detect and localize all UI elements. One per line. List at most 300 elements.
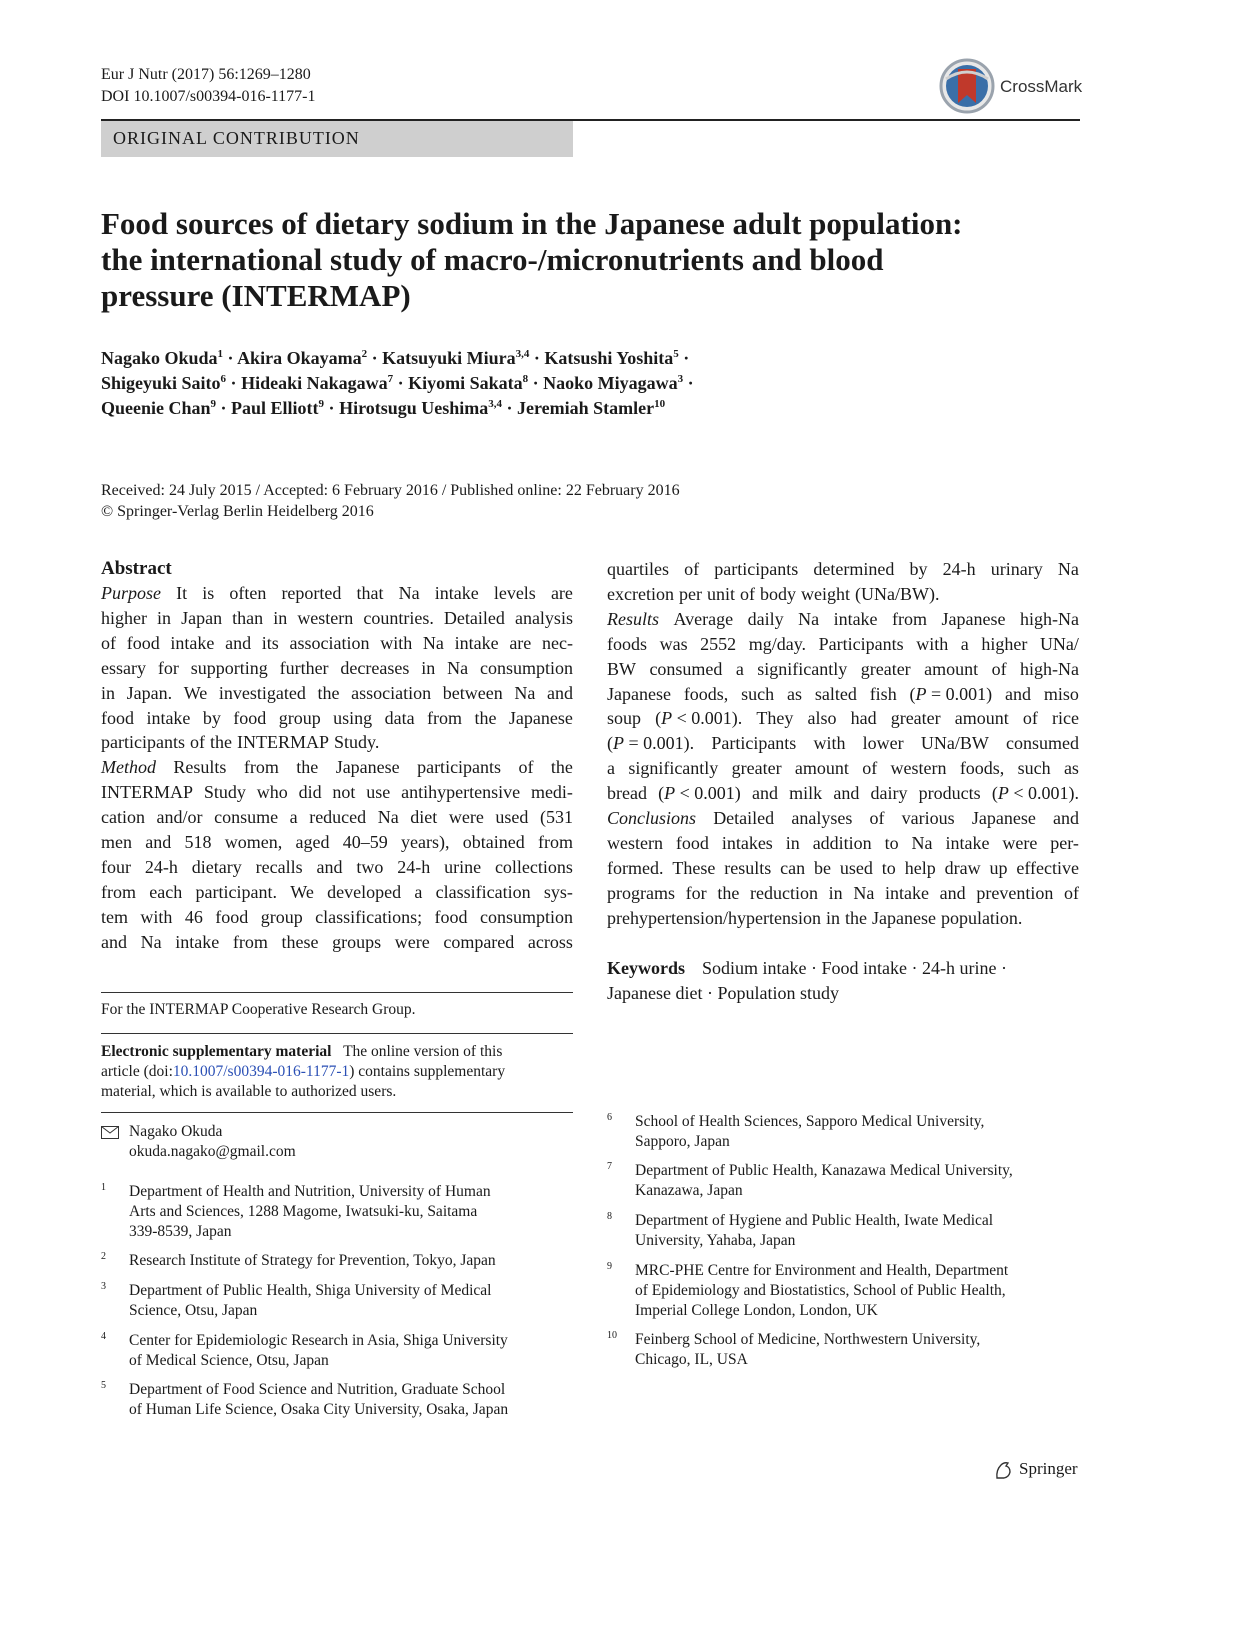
keywords-block — [607, 956, 1079, 1006]
abstract-word: participants — [714, 559, 799, 579]
abstract-word: greater — [890, 708, 941, 729]
abstract-word: in — [101, 682, 116, 703]
abstract-word: decreases — [340, 657, 410, 678]
abstract-word: tem — [101, 906, 128, 927]
abstract-word: its — [261, 632, 279, 653]
abstract-word: a — [414, 881, 423, 902]
abstract-word: 518 — [184, 832, 212, 853]
abstract-left-text — [101, 581, 573, 955]
author-affil-sup: 9 — [210, 398, 217, 410]
abstract-word: were — [448, 807, 484, 828]
abstract-word: higher — [981, 633, 1028, 654]
author-name: Nagako Okuda — [101, 348, 218, 368]
abstract-word: Na — [422, 632, 444, 653]
abstract-word: INTERMAP — [101, 782, 194, 803]
esm-text: article (doi: — [101, 1063, 173, 1080]
abstract-word: Na — [853, 882, 875, 903]
abstract-word: in — [157, 607, 172, 628]
springer-horse-icon — [993, 1459, 1015, 1481]
abstract-word: food — [233, 707, 267, 728]
abstract-word: quartiles — [607, 559, 669, 579]
abstract-word: used — [495, 807, 529, 828]
abstract-line — [607, 632, 1079, 657]
author-line: Nagako Okuda$^1$ · Akira Okayama$^2$ · Katsuyuki Miura$^{3,4}$ · Katsushi Yoshita$^5$ · — [101, 348, 690, 368]
author-affil-sup: 3 — [677, 373, 684, 385]
abstract-word: (531 — [539, 807, 573, 828]
affiliation-number: 2 — [101, 1251, 106, 1262]
abstract-word: salted — [814, 683, 857, 704]
abstract-line — [607, 582, 1079, 607]
abstract-word: 2552 — [700, 633, 737, 654]
abstract-word: significantly — [628, 758, 719, 779]
abstract-word: Japanese — [871, 907, 936, 928]
abstract-word: urinary — [990, 559, 1043, 579]
abstract-word: UNa/ — [1039, 633, 1079, 654]
author-name: Queenie Chan — [101, 398, 211, 418]
abstract-word: help — [904, 857, 936, 878]
abstract-word: consumed — [1005, 733, 1079, 754]
abstract-word: food — [126, 632, 160, 653]
abstract-line — [101, 805, 573, 830]
abstract-word: nec- — [542, 632, 573, 653]
abstract-word: intake — [454, 632, 499, 653]
springer-logo — [993, 1456, 1083, 1482]
abstract-word: each — [149, 881, 183, 902]
abstract-word: group — [260, 906, 303, 927]
abstract-word: in — [825, 907, 840, 928]
author-name: Katsuyuki Miura — [382, 348, 516, 368]
abstract-word: unit — [706, 583, 735, 604]
abstract-word: the — [317, 682, 340, 703]
abstract-word: group — [278, 707, 321, 728]
abstract-word: food — [434, 906, 468, 927]
abstract-word: such — [1017, 758, 1051, 779]
abstract-word: did — [298, 782, 322, 803]
abstract-line — [101, 706, 573, 731]
esm-text: The online version of this — [343, 1043, 503, 1060]
abstract-word: rice — [1052, 708, 1079, 729]
author-list — [101, 346, 1081, 421]
abstract-word: participant. — [195, 881, 277, 902]
abstract-subheading: Method — [101, 757, 156, 778]
abstract-word: countries. — [363, 607, 434, 628]
abstract-word: (P < 0.001). — [655, 708, 743, 729]
abstract-word: obtained — [462, 832, 525, 853]
group-note-text: For the INTERMAP Cooperative Research Group. — [101, 1001, 416, 1018]
abstract-word: fish — [869, 683, 897, 704]
abstract-word: greater — [731, 758, 782, 779]
author-affil-sup: 6 — [220, 373, 227, 385]
abstract-word: analysis — [514, 607, 573, 628]
abstract-subheading: Results — [607, 608, 659, 629]
abstract-word: food — [215, 906, 249, 927]
abstract-line — [101, 830, 573, 855]
affiliation-line: MRC-PHE Centre for Environment and Health, Department — [635, 1262, 1009, 1279]
abstract-word: lower — [862, 733, 904, 754]
abstract-word: a — [289, 807, 298, 828]
abstract-line — [607, 806, 1079, 831]
abstract-word: These — [672, 857, 716, 878]
abstract-word: and — [316, 856, 343, 877]
abstract-word: diet — [410, 807, 438, 828]
abstract-word: intake — [175, 931, 220, 952]
abstract-word: Na — [140, 931, 162, 952]
abstract-word: Na — [798, 608, 820, 629]
abstract-word: weight — [800, 583, 850, 604]
affiliation-number: 7 — [607, 1161, 612, 1172]
abstract-word: and — [751, 783, 778, 804]
abstract-word: of — [101, 632, 116, 653]
author-affil-sup: 1 — [217, 348, 224, 360]
abstract-word: analyses — [791, 808, 853, 829]
abstract-line — [607, 906, 1079, 931]
abstract-word: cation — [101, 807, 145, 828]
abstract-subheading: Purpose — [101, 583, 161, 603]
abstract-word: 24-h — [942, 559, 976, 579]
affiliation-number: 5 — [101, 1380, 106, 1391]
abstract-word: Na — [911, 832, 933, 853]
abstract-word: for — [157, 657, 179, 678]
affiliation-line: University, Yahaba, Japan — [635, 1232, 796, 1249]
abstract-line — [101, 930, 573, 955]
esm-text: material, which is available to authorized users. — [101, 1083, 397, 1100]
copyright-line: © Springer-Verlag Berlin Heidelberg 2016 — [101, 503, 374, 520]
abstract-left-column — [101, 557, 573, 955]
abstract-word: significantly — [757, 658, 848, 679]
abstract-word: such — [741, 683, 775, 704]
abstract-word: formed. — [607, 857, 664, 878]
abstract-word: per- — [1050, 832, 1079, 853]
envelope-icon — [101, 1126, 119, 1139]
author-line: Queenie Chan$^9$ · Paul Elliott$^9$ · Hirotsugu Ueshima$^{3,4}$ · Jeremiah Stamler$^{10}$ — [101, 398, 666, 418]
abstract-word: antihypertensive — [401, 782, 521, 803]
abstract-word: from — [537, 832, 573, 853]
affiliation-line: Department of Food Science and Nutrition, Graduate School — [129, 1381, 506, 1398]
abstract-word: as — [1063, 758, 1079, 779]
author-name: Naoko Miyagawa — [543, 373, 678, 393]
abstract-word: with — [380, 632, 413, 653]
esm-label: Electronic supplementary material — [101, 1043, 332, 1060]
abstract-line — [101, 855, 573, 880]
abstract-word: with — [140, 906, 173, 927]
abstract-word: developed — [327, 881, 402, 902]
keywords-text: Japanese diet · Population study — [607, 982, 839, 1003]
abstract-word: dairy — [870, 783, 908, 804]
abstract-word: further — [279, 657, 329, 678]
abstract-line — [607, 607, 1079, 632]
abstract-word: as — [787, 683, 802, 704]
affiliation-line: Department of Hygiene and Public Health, Iwate Medical — [635, 1212, 994, 1229]
abstract-word: reduction — [750, 882, 818, 903]
abstract-word: from — [101, 881, 136, 902]
abstract-word: than — [232, 607, 264, 628]
abstract-word: per — [678, 583, 702, 604]
author-name: Kiyomi Sakata — [408, 373, 523, 393]
abstract-word: western — [890, 758, 947, 779]
abstract-right-text — [607, 557, 1079, 931]
abstract-word: intake — [170, 632, 215, 653]
abstract-line — [607, 731, 1079, 756]
abstract-word: in — [828, 882, 843, 903]
abstract-line — [101, 606, 573, 631]
affiliation-line: Department of Health and Nutrition, University of Human — [129, 1183, 491, 1200]
abstract-word: for — [685, 882, 707, 903]
abstract-word: Na — [514, 682, 536, 703]
abstract-word: also — [807, 708, 837, 729]
abstract-word: use — [366, 782, 391, 803]
affiliation-number: 9 — [607, 1261, 612, 1272]
abstract-word: these — [281, 931, 319, 952]
abstract-word: of — [518, 757, 534, 778]
abstract-word: classification — [435, 881, 531, 902]
abstract-word: products — [918, 783, 981, 804]
abstract-word: excretion — [607, 583, 674, 604]
abstract-word: body — [759, 583, 796, 604]
abstract-line — [607, 881, 1079, 906]
abstract-word: sys- — [543, 881, 573, 902]
author-name: Jeremiah Stamler — [517, 398, 655, 418]
abstract-word: collections — [494, 856, 573, 877]
abstract-word: the — [474, 707, 497, 728]
abstract-word: data — [384, 707, 415, 728]
citation-text: Eur J Nutr (2017) 56:1269–1280 — [101, 66, 311, 83]
abstract-word: daily — [747, 608, 784, 629]
abstract-word: to — [884, 832, 899, 853]
abstract-word: not — [332, 782, 356, 803]
abstract-word: are — [509, 632, 532, 653]
abstract-word: from — [892, 608, 928, 629]
abstract-word: Study — [203, 782, 246, 803]
abstract-word: population. — [940, 907, 1023, 928]
abstract-word: intake — [945, 832, 990, 853]
crossmark-badge[interactable] — [938, 57, 1083, 115]
abstract-word: association — [289, 632, 370, 653]
affiliation-line: of Epidemiology and Biostatistics, School of Public Health, — [635, 1282, 1006, 1299]
crossmark-label: CrossMark — [1000, 77, 1083, 96]
keywords-text: Sodium intake · Food intake · 24-h urine · — [702, 957, 1007, 978]
abstract-word: of — [1064, 882, 1079, 903]
abstract-word: Participants — [711, 733, 797, 754]
history-dates: Received: 24 July 2015 / Accepted: 6 February 2016 / Published online: 22 February 2016 — [101, 482, 680, 499]
abstract-word: urine — [444, 856, 482, 877]
keywords-line — [607, 956, 1079, 981]
history-block — [101, 480, 680, 522]
abstract-word: the — [550, 757, 573, 778]
abstract-word: and — [939, 882, 966, 903]
abstract-word: bread — [607, 783, 647, 804]
title-line: pressure (INTERMAP) — [101, 278, 411, 313]
abstract-word: consumption — [479, 906, 573, 927]
abstract-word: to — [881, 857, 896, 878]
affiliation-line: Feinberg School of Medicine, Northwestern University, — [635, 1331, 981, 1348]
abstract-word: with — [813, 733, 846, 754]
abstract-word: with — [916, 633, 949, 654]
abstract-line — [101, 780, 573, 805]
affiliation-line: Kanazawa, Japan — [635, 1182, 743, 1199]
abstract-word: years), — [400, 832, 450, 853]
abstract-line — [607, 756, 1079, 781]
abstract-word: Detailed — [713, 808, 775, 829]
abstract-word: high-Na — [1019, 608, 1079, 629]
abstract-word: Study. — [334, 732, 380, 753]
abstract-word: are — [550, 583, 573, 603]
abstract-word: of — [869, 808, 885, 829]
abstract-word: foods — [607, 633, 647, 654]
abstract-word: was — [659, 633, 688, 654]
abstract-word: foods, — [959, 758, 1005, 779]
abstract-line — [607, 781, 1079, 806]
abstract-word: be — [814, 857, 832, 878]
abstract-word: classifications; — [315, 906, 423, 927]
abstract-word: compared — [443, 931, 515, 952]
abstract-word: is — [202, 583, 215, 603]
footnote-rule — [101, 1033, 573, 1034]
abstract-word: results — [724, 857, 772, 878]
affiliation-number: 1 — [101, 1182, 106, 1193]
abstract-word: (P = 0.001). — [607, 733, 695, 754]
abstract-word: up — [989, 857, 1008, 878]
abstract-line — [607, 856, 1079, 881]
abstract-word: participants — [101, 732, 185, 753]
abstract-word: intake — [146, 707, 191, 728]
corresponding-email[interactable]: okuda.nagako@gmail.com — [129, 1143, 296, 1160]
corresponding-name: Nagako Okuda — [129, 1123, 223, 1140]
abstract-word: the — [209, 732, 232, 753]
affiliation-line: Center for Epidemiologic Research in Asia, Shiga University — [129, 1332, 508, 1349]
abstract-word: four — [101, 856, 131, 877]
abstract-word: Na — [398, 583, 420, 603]
affiliation-line: 339-8539, Japan — [129, 1223, 232, 1240]
abstract-word: a — [735, 658, 744, 679]
abstract-line — [101, 730, 573, 755]
article-title — [101, 206, 1081, 314]
abstract-word: had — [850, 708, 877, 729]
abstract-word: the — [717, 882, 740, 903]
abstract-word: reported — [281, 583, 342, 603]
abstract-word: of — [684, 559, 700, 579]
title-line: the international study of macro-/micronutrients and blood — [101, 242, 884, 277]
abstract-word: investigated — [218, 682, 306, 703]
abstract-word: UNa/BW — [920, 733, 989, 754]
esm-doi-link[interactable]: 10.1007/s00394-016-1177-1 — [172, 1063, 350, 1080]
abstract-word: intake — [434, 583, 479, 603]
abstract-word: were — [394, 931, 430, 952]
affiliation-line: Department of Public Health, Kanazawa Medical University, — [635, 1162, 1013, 1179]
affiliation-number: 6 — [607, 1112, 612, 1123]
abstract-word: Japanese — [941, 608, 1006, 629]
abstract-word: (P = 0.001) — [909, 683, 993, 704]
group-note — [101, 1000, 416, 1020]
author-name: Paul Elliott — [231, 398, 319, 418]
esm-text: ) contains supplementary — [349, 1063, 506, 1080]
abstract-word: 24-h — [144, 856, 178, 877]
abstract-word: Detailed — [443, 607, 505, 628]
section-label: ORIGINAL CONTRIBUTION — [113, 128, 360, 148]
affiliation-line: of Human Life Science, Osaka City University, Osaka, Japan — [129, 1401, 509, 1418]
abstract-word: two — [356, 856, 384, 877]
abstract-word: amount — [924, 658, 979, 679]
abstract-word: from — [427, 707, 463, 728]
abstract-word: Japanese — [508, 707, 573, 728]
abstract-word: levels — [493, 583, 536, 603]
abstract-word: and — [145, 832, 172, 853]
abstract-word: food — [675, 832, 709, 853]
abstract-word: milk — [789, 783, 823, 804]
abstract-word: Na — [377, 807, 399, 828]
abstract-word: miso — [1043, 683, 1079, 704]
abstract-word: consume — [214, 807, 279, 828]
affiliation-line: Imperial College London, London, UK — [635, 1302, 878, 1319]
abstract-word: often — [229, 583, 267, 603]
abstract-word: various — [901, 808, 955, 829]
abstract-word: used — [839, 857, 873, 878]
author-name: Katsushi Yoshita — [544, 348, 674, 368]
footnote-rule — [101, 992, 573, 993]
abstract-word: Japanese — [607, 683, 671, 704]
abstract-word: intakes — [721, 832, 773, 853]
abstract-line — [101, 755, 573, 780]
abstract-line — [101, 581, 573, 606]
esm-note — [101, 1042, 505, 1102]
abstract-word: INTERMAP — [236, 732, 329, 753]
abstract-word: in — [421, 657, 436, 678]
abstract-word: a — [960, 633, 969, 654]
abstract-word: western — [607, 832, 663, 853]
affiliation-number: 3 — [101, 1281, 106, 1292]
abstract-word: participants — [417, 757, 502, 778]
abstract-word: western — [297, 607, 354, 628]
abstract-word: recalls — [255, 856, 303, 877]
corresponding-author — [101, 1122, 296, 1162]
abstract-word: Participants — [818, 633, 904, 654]
crossmark-icon — [938, 57, 996, 115]
abstract-line — [607, 557, 1079, 582]
abstract-word: using — [333, 707, 373, 728]
abstract-word: It — [176, 583, 188, 603]
abstract-word: prevention — [976, 882, 1054, 903]
affiliation-line: Department of Public Health, Shiga University of Medical — [129, 1282, 492, 1299]
abstract-word: dietary — [191, 856, 242, 877]
abstract-word: by — [202, 707, 221, 728]
abstract-word: men — [101, 832, 132, 853]
affiliation-line: Sapporo, Japan — [635, 1133, 730, 1150]
abstract-word: and/or — [156, 807, 203, 828]
abstract-word: of — [862, 758, 878, 779]
abstract-word: amount — [954, 708, 1009, 729]
affiliation-line: of Medical Science, Otsu, Japan — [129, 1352, 329, 1369]
abstract-word: Na — [1057, 559, 1079, 579]
abstract-word: prehypertension/hypertension — [607, 907, 821, 928]
abstract-line — [101, 880, 573, 905]
abstract-word: medi- — [530, 782, 573, 803]
author-affil-sup: 2 — [361, 348, 368, 360]
author-affil-sup: 3,4 — [515, 348, 530, 360]
affiliation-number: 4 — [101, 1331, 106, 1342]
abstract-word: and — [1052, 808, 1079, 829]
affiliation-number: 8 — [607, 1211, 612, 1222]
abstract-word: of — [991, 658, 1007, 679]
abstract-word: supporting — [190, 657, 268, 678]
abstract-word: intake — [885, 882, 929, 903]
author-line: Shigeyuki Saito$^6$ · Hideaki Nakagawa$^7$ · Kiyomi Sakata$^8$ · Naoko Miyagawa$^3$ · — [101, 373, 694, 393]
abstract-word: They — [756, 708, 794, 729]
abstract-word: soup — [607, 708, 642, 729]
affiliation-line: School of Health Sciences, Sapporo Medical University, — [635, 1113, 985, 1130]
abstract-word: Results — [173, 757, 227, 778]
abstract-word: effective — [1016, 857, 1079, 878]
doi-text: DOI 10.1007/s00394-016-1177-1 — [101, 88, 316, 105]
abstract-line — [101, 905, 573, 930]
